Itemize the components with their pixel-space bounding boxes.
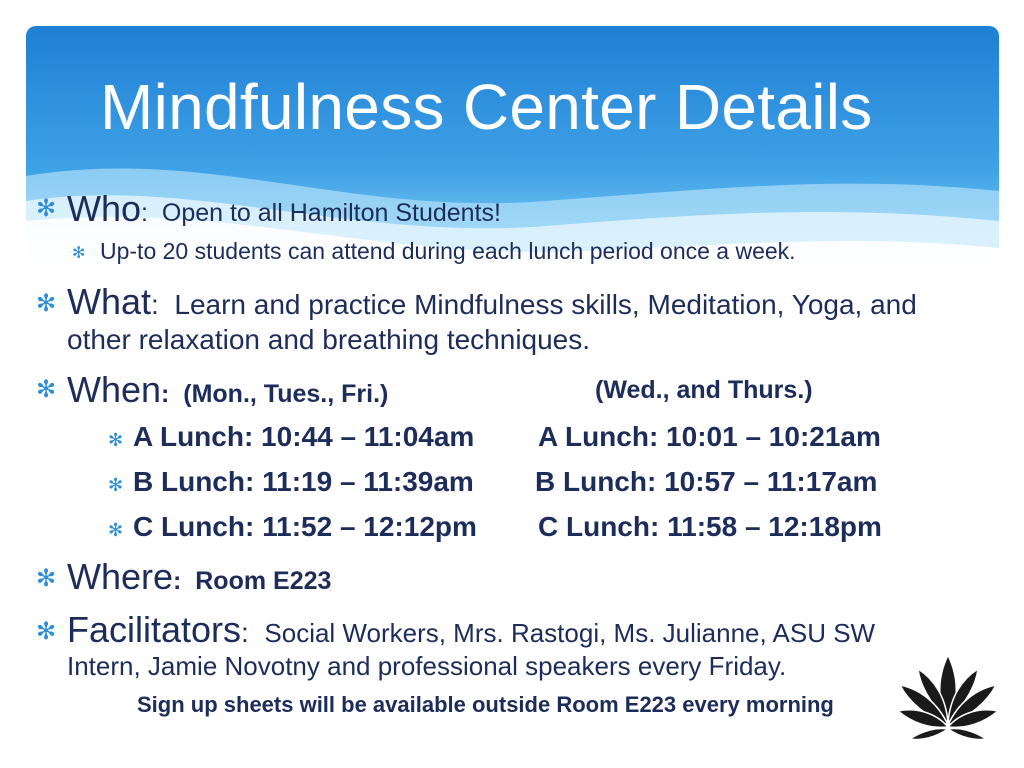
what-label: What [67, 281, 152, 322]
when-days-b: (Wed., and Thurs.) [595, 376, 813, 404]
who-subtext: Up-to 20 students can attend during each lunch period once a week. [100, 238, 796, 264]
bullet-star-icon: ✻ [36, 565, 57, 592]
facilitators-line: Facilitators: Social Workers, Mrs. Rastogi, Ms. Julianne, ASU SW [67, 609, 876, 650]
banner-wave-graphic [26, 26, 999, 266]
bullet-star-icon: ✻ [36, 195, 57, 222]
sub-bullet-star-icon: ✻ [108, 520, 124, 540]
lunch-c-mtf: C Lunch: 11:52 – 12:12pm [133, 511, 477, 542]
lunch-b-wth: B Lunch: 10:57 – 11:17am [535, 466, 878, 497]
who-label: Who [67, 188, 142, 229]
who-line: Who: Open to all Hamilton Students! [67, 188, 501, 229]
where-line: Where: Room E223 [67, 556, 332, 597]
when-label: When [67, 369, 162, 410]
when-line: When: (Mon., Tues., Fri.) [67, 369, 389, 410]
lunch-a-wth: A Lunch: 10:01 – 10:21am [538, 421, 881, 452]
what-text-1: Learn and practice Mindfulness skills, Meditation, Yoga, and [174, 289, 917, 320]
bullet-star-icon: ✻ [36, 618, 57, 645]
what-text-2: other relaxation and breathing techniques. [67, 324, 591, 355]
where-text: Room E223 [195, 567, 332, 595]
bullet-star-icon: ✻ [36, 290, 57, 317]
sub-bullet-star-icon: ✻ [108, 430, 124, 450]
when-days-a: (Mon., Tues., Fri.) [183, 380, 389, 408]
lunch-b-mtf: B Lunch: 11:19 – 11:39am [133, 466, 474, 497]
who-text: Open to all Hamilton Students! [161, 199, 501, 227]
sub-bullet-star-icon: ✻ [108, 475, 124, 495]
title-banner [26, 26, 999, 266]
page-title: Mindfulness Center Details [100, 71, 873, 143]
bullet-star-icon: ✻ [36, 376, 57, 403]
facilitators-text-2: Intern, Jamie Novotny and professional speakers every Friday. [67, 651, 787, 681]
what-line: What: Learn and practice Mindfulness skills, Meditation, Yoga, and [67, 281, 917, 322]
where-label: Where [67, 556, 174, 597]
facilitators-label: Facilitators [67, 609, 242, 650]
lotus-icon [896, 645, 1001, 745]
lunch-a-mtf: A Lunch: 10:44 – 11:04am [133, 421, 475, 452]
sub-bullet-star-icon: ✻ [72, 245, 86, 262]
signup-note: Sign up sheets will be available outside Room E223 every morning [137, 692, 834, 717]
lunch-c-wth: C Lunch: 11:58 – 12:18pm [538, 511, 882, 542]
facilitators-text-1: Social Workers, Mrs. Rastogi, Ms. Julianne, ASU SW [264, 618, 876, 648]
